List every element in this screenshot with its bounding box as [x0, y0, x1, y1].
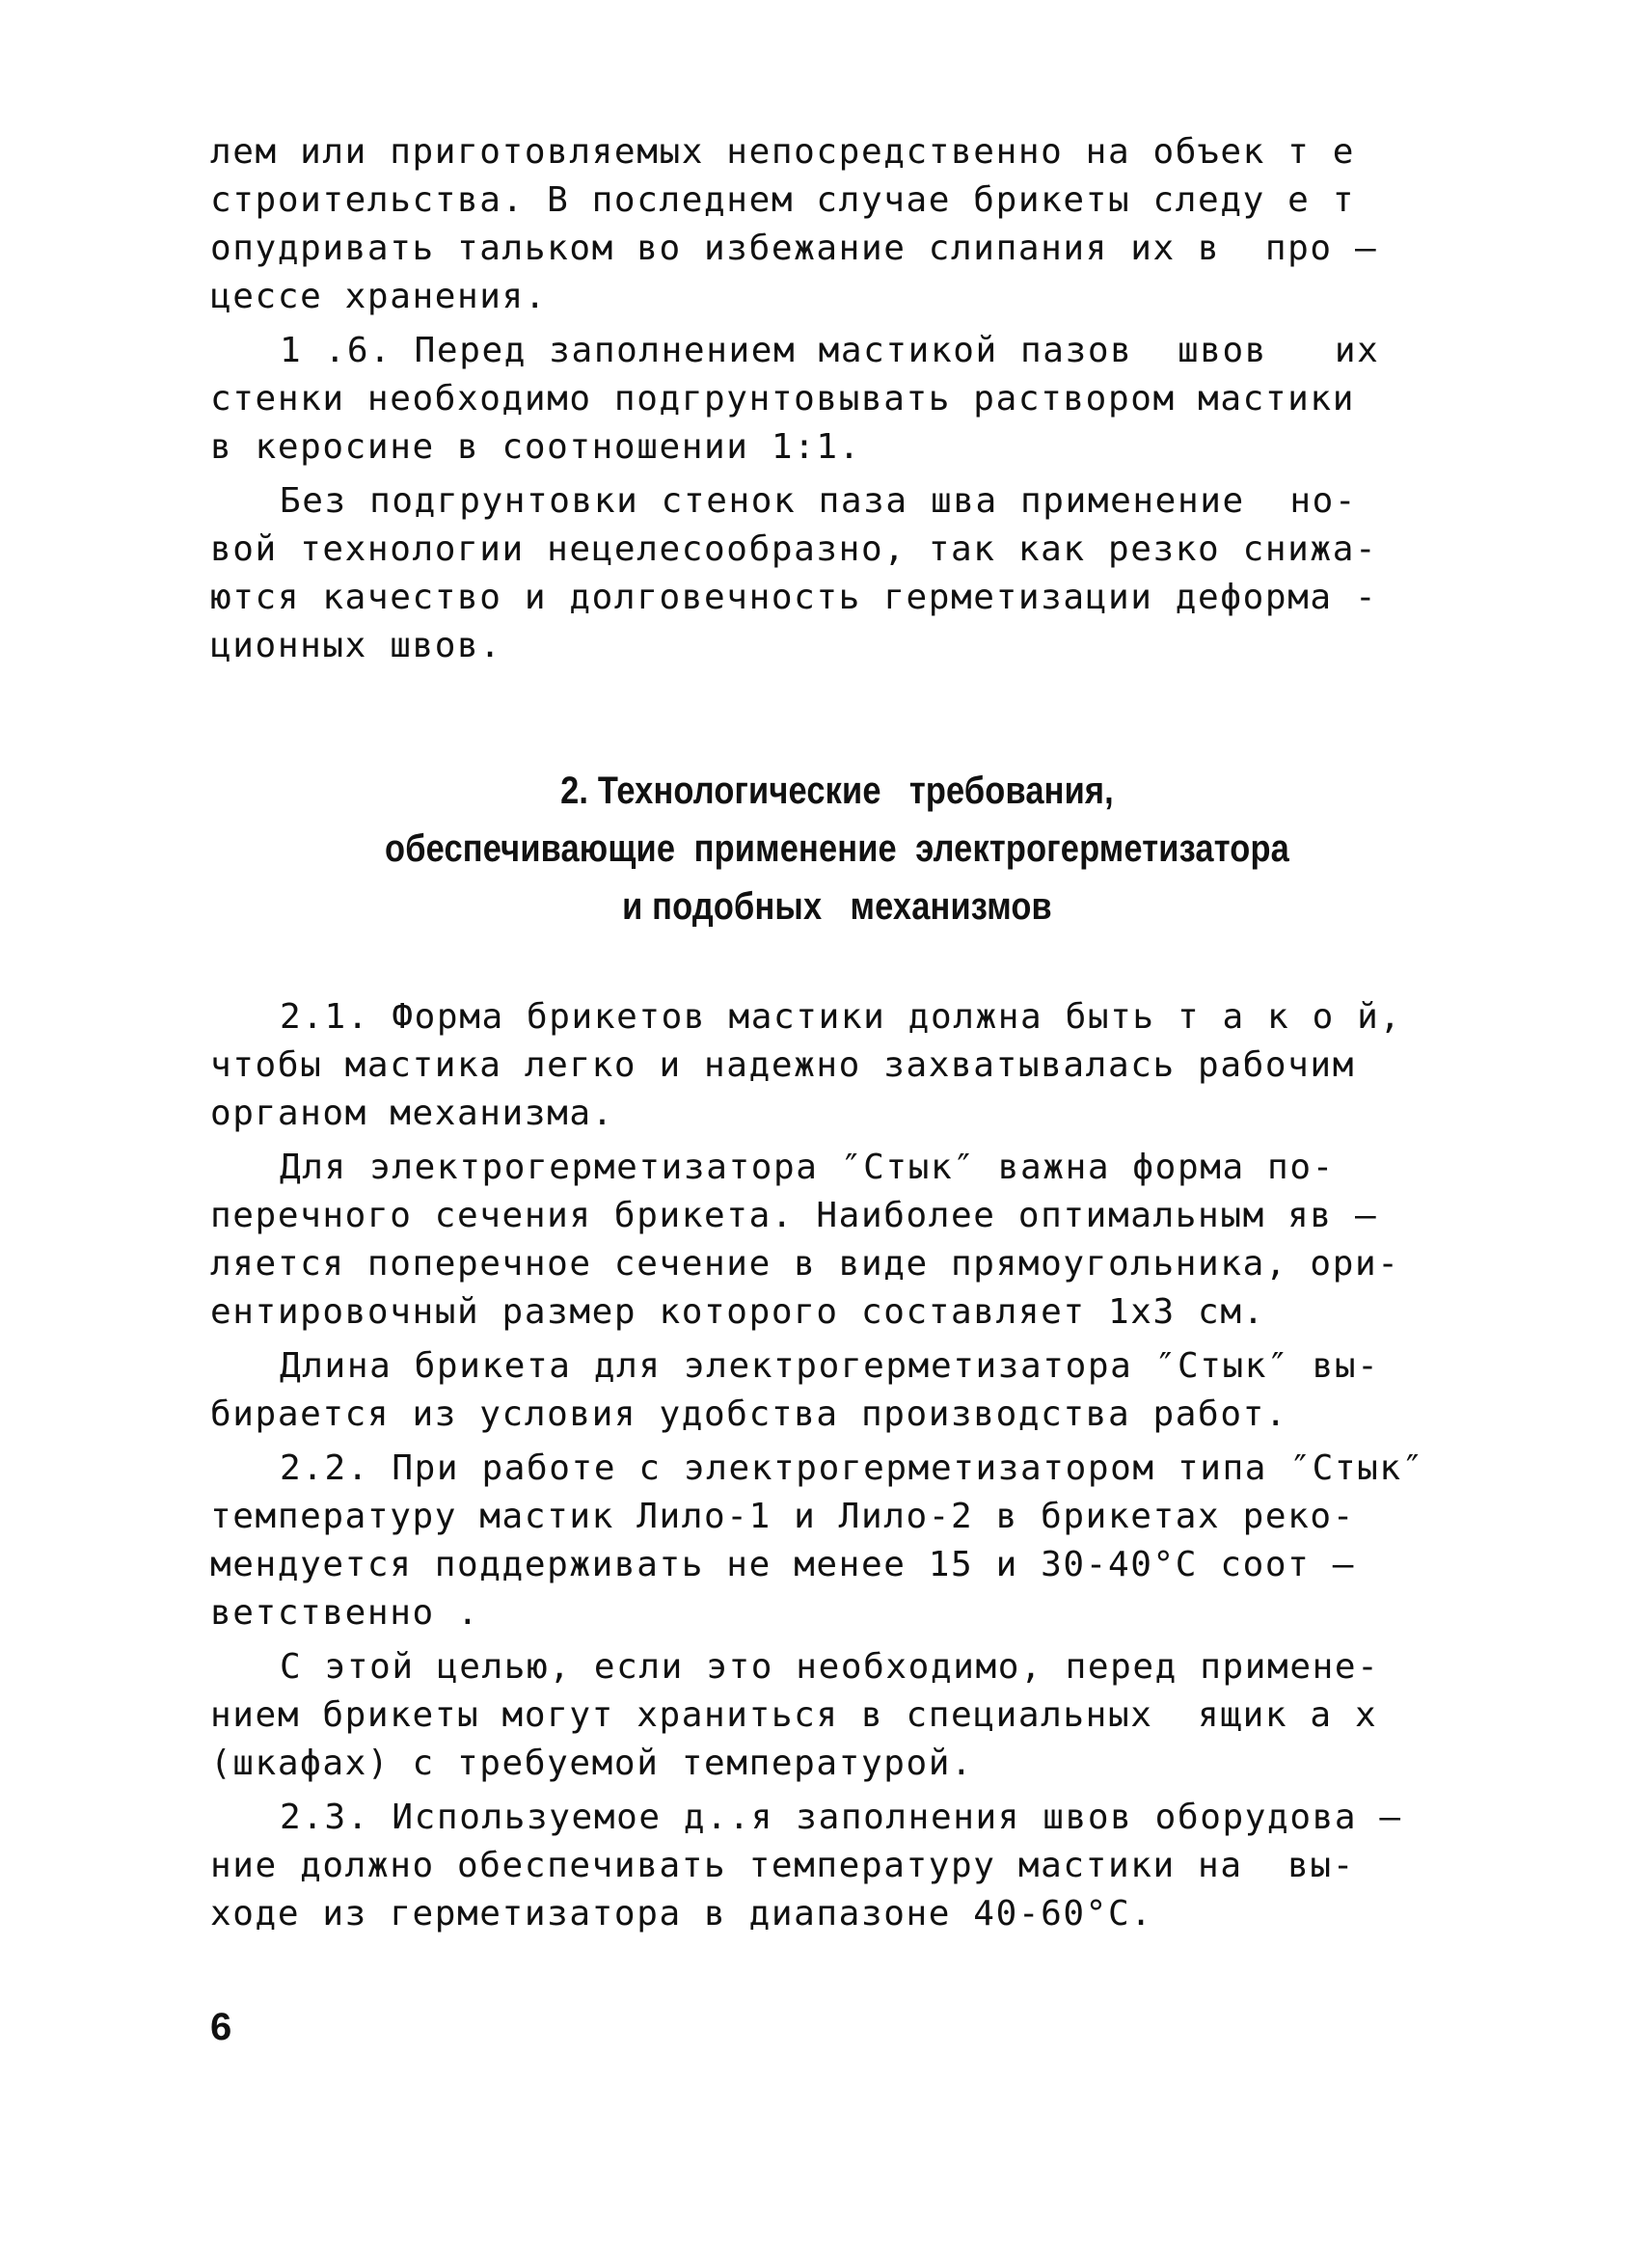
paragraph	[210, 1643, 1464, 1788]
text-line: 2.1. Форма брикетов мастики должна быть т а к о й,	[280, 997, 1402, 1037]
text-line: мендуется поддерживать не менее 15 и 30-40°С соот –	[210, 1545, 1355, 1584]
text-line: ходе из герметизатора в диапазоне 40-60°С.	[210, 1894, 1153, 1934]
section-1-text	[210, 128, 1464, 676]
text-line: ются качество и долговечность герметизации деформа -	[210, 578, 1378, 617]
text-line: органом механизма.	[210, 1094, 614, 1133]
text-line: 1 .6. Перед заполнением мастикой пазов швов их	[280, 331, 1380, 370]
heading-line: и подобных механизмов	[622, 885, 1052, 928]
paragraph	[210, 1794, 1464, 1938]
text-line: чтобы мастика легко и надежно захватывалась рабочим	[210, 1045, 1355, 1085]
text-line: ние должно обеспечивать температуру мастики на вы-	[210, 1846, 1355, 1885]
paragraph	[210, 1144, 1464, 1337]
text-line: строительства. В последнем случае брикеты следу е т	[210, 180, 1355, 220]
text-line: стенки необходимо подгрунтовывать раствором мастики	[210, 379, 1355, 419]
paragraph	[210, 1445, 1464, 1637]
text-line: вой технологии нецелесообразно, так как резко снижа-	[210, 529, 1378, 569]
text-line: температуру мастик Лило-1 и Лило-2 в брикетах реко-	[210, 1497, 1355, 1536]
text-line: Для электрогерметизатора ″Стык″ важна форма по-	[280, 1148, 1335, 1187]
text-line: цессе хранения.	[210, 277, 548, 316]
text-line: 2.3. Используемое д..я заполнения швов оборудова –	[280, 1798, 1402, 1837]
text-line: (шкафах) с требуемой температурой.	[210, 1744, 974, 1783]
text-line: опудривать тальком во избежание слипания их в про –	[210, 229, 1378, 268]
text-line: ляется поперечное сечение в виде прямоугольника, ори-	[210, 1244, 1400, 1284]
text-line: бирается из условия удобства производства работ.	[210, 1394, 1288, 1434]
paragraph	[210, 1342, 1464, 1439]
text-line: в керосине в соотношении 1:1.	[210, 427, 861, 467]
text-line: ентировочный размер которого составляет 1х3 см.	[210, 1292, 1265, 1332]
text-line: С этой целью, если это необходимо, перед примене-	[280, 1647, 1380, 1687]
text-line: перечного сечения брикета. Наиболее оптимальным яв –	[210, 1196, 1378, 1235]
paragraph	[210, 128, 1464, 321]
text-line: ветственно .	[210, 1593, 480, 1633]
paragraph	[210, 993, 1464, 1138]
section-2-heading	[298, 762, 1376, 935]
text-line: лем или приготовляемых непосредственно на объек т е	[210, 132, 1355, 172]
page-number: 6	[210, 2006, 232, 2048]
paragraph	[210, 327, 1464, 472]
section-2-text	[210, 993, 1464, 1944]
text-line: Длина брикета для электрогерметизатора ″Стык″ вы-	[280, 1346, 1380, 1386]
paragraph	[210, 477, 1464, 670]
text-line: 2.2. При работе с электрогерметизатором типа ″Стык″	[280, 1448, 1424, 1488]
heading-line: 2. Технологические требования,	[560, 770, 1114, 812]
heading-line: обеспечивающие применение электрогерметизатора	[385, 827, 1289, 870]
text-line: Без подгрунтовки стенок паза шва применение но-	[280, 481, 1358, 521]
text-line: ционных швов.	[210, 626, 502, 665]
text-line: нием брикеты могут храниться в специальных ящик а х	[210, 1695, 1378, 1735]
